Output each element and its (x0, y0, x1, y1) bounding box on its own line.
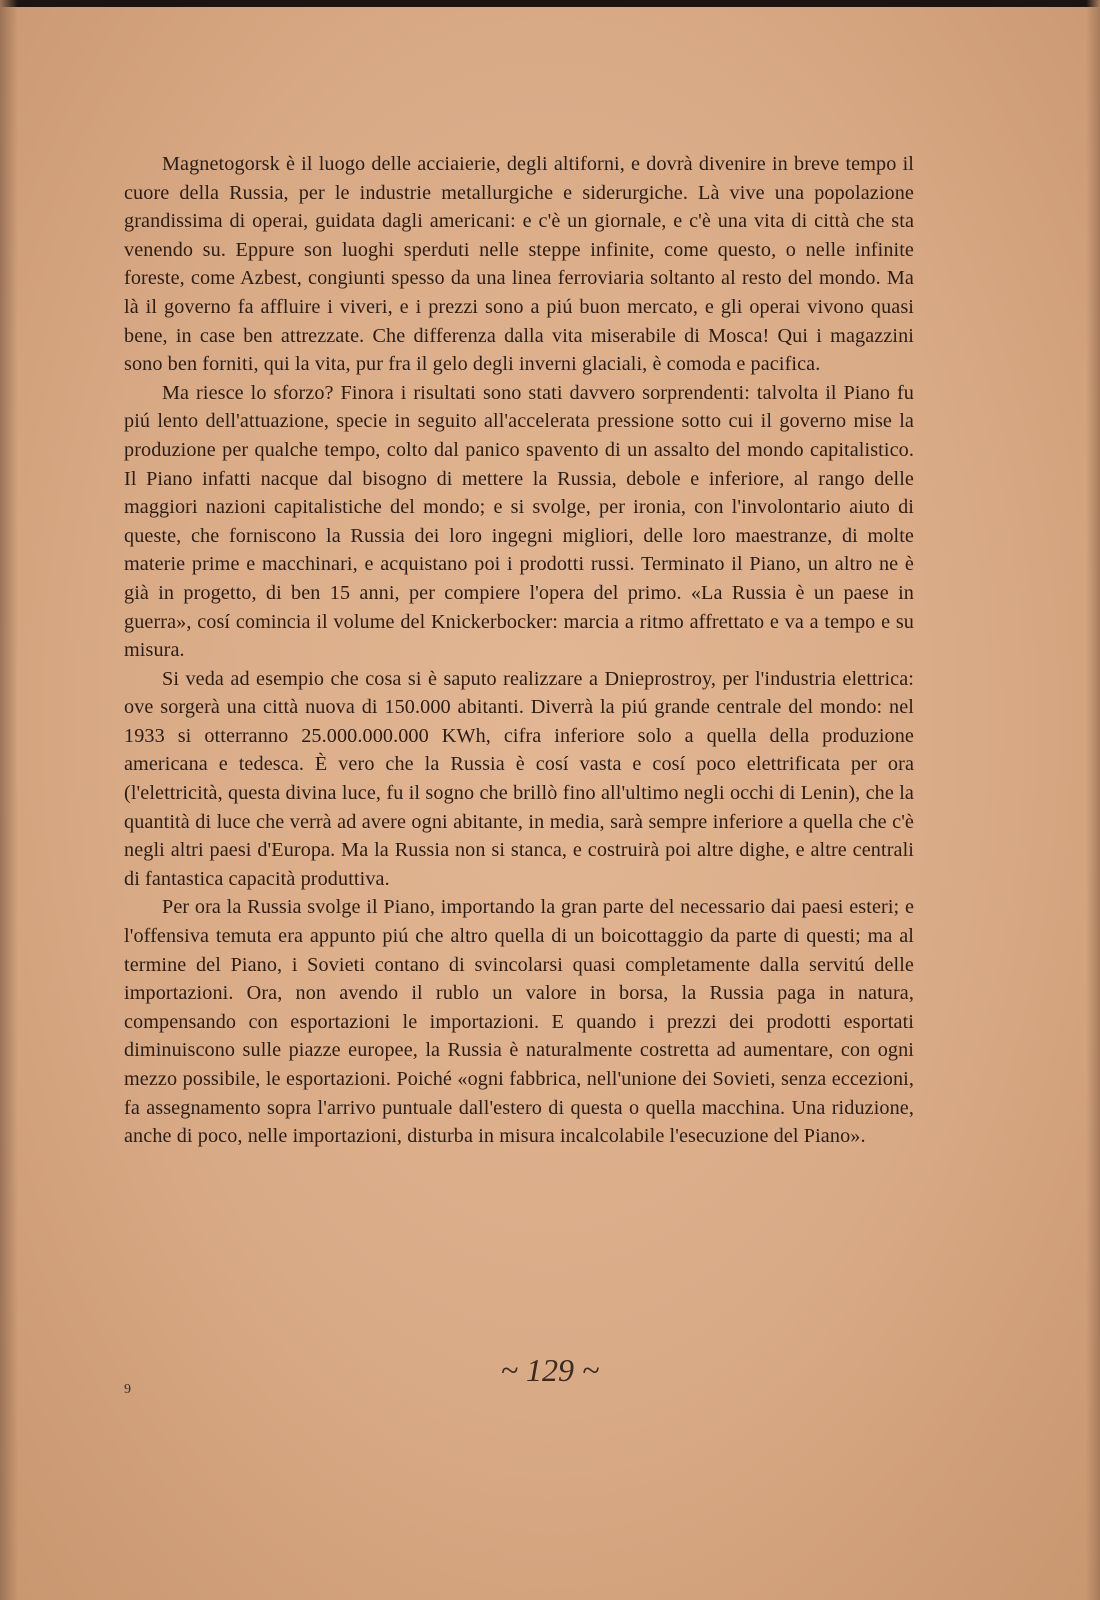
paragraph-4: Per ora la Russia svolge il Piano, importando la gran parte del necessario dai paesi esteri; e l'offensiva temuta era appunto piú che altro quella di un boicottaggio da parte di questi; ma al termine del Piano, i Sovieti contano di svincolarsi quasi completamente dalla servitú delle importazioni. Ora, non avendo il rublo un valore in borsa, la Russia paga in natura, compensando con esportazioni le importazioni. E quando i prezzi dei prodotti esportati diminuiscono sulle piazze europee, la Russia è naturalmente costretta ad aumentare, con ogni mezzo possibile, le esportazioni. Poiché «ogni fabbrica, nell'unione dei Sovieti, senza eccezioni, fa assegnamento sopra l'arrivo puntuale dall'estero di questa o quella macchina. Una riduzione, anche di poco, nelle importazioni, disturba in misura incalcolabile l'esecuzione del Piano». (124, 896, 914, 1148)
paragraph-2: Ma riesce lo sforzo? Finora i risultati sono stati davvero sorprendenti: talvolta il Piano fu piú lento dell'attuazione, specie in seguito all'accelerata pressione sotto cui il governo mise la produzione per qualche tempo, colto dal panico spavento di un assalto del mondo capitalistico. Il Piano infatti nacque dal bisogno di mettere la Russia, debole e inferiore, al rango delle maggiori nazioni capitalistiche del mondo; e si svolge, per ironia, con l'involontario aiuto di queste, che forniscono la Russia dei loro ingegni migliori, delle loro maestranze, di molte materie prime e macchinari, e acquistano poi i prodotti russi. Terminato il Piano, un altro ne è già in progetto, di ben 15 anni, per compiere l'opera del primo. «La Russia è un paese in guerra», cosí comincia il volume del Knickerbocker: marcia a ritmo affrettato e va a tempo e su misura. (124, 381, 914, 662)
body-text (124, 150, 914, 1151)
signature-mark: 9 (124, 1382, 131, 1397)
page-top-edge (0, 0, 1100, 7)
paragraph-1: Magnetogorsk è il luogo delle acciaierie, degli altiforni, e dovrà divenire in breve tempo il cuore della Russia, per le industrie metallurgiche e siderurgiche. Là vive una popolazione grandissima di operai, guidata dagli americani: e c'è un giornale, e c'è una vita di città che sta venendo su. Eppure son luoghi sperduti nelle steppe infinite, come questo, o nelle infinite foreste, come Azbest, congiunti spesso da una linea ferroviaria soltanto al resto del mondo. Ma là il governo fa affluire i viveri, e i prezzi sono a piú buon mercato, e gli operai vivono quasi bene, in case ben attrezzate. Che differenza dalla vita miserabile di Mosca! Qui i magazzini sono ben forniti, qui la vita, pur fra il gelo degli inverni glaciali, è comoda e pacifica. (124, 153, 914, 376)
page-number: ~ 129 ~ (500, 1352, 600, 1388)
paragraph-3: Si veda ad esempio che cosa si è saputo realizzare a Dnieprostroy, per l'industria elettrica: ove sorgerà una città nuova di 150.000 abitanti. Diverrà la piú grande centrale del mondo: nel 1933 si otterranno 25.000.000.000 KWh, cifra inferiore solo a quella della produzione americana e tedesca. È vero che la Russia è cosí vasta e cosí poco elettrificata per ora (l'elettricità, questa divina luce, fu il sogno che brillò fino all'ultimo negli occhi di Lenin), che la quantità di luce che verrà ad avere ogni abitante, in media, sarà sempre inferiore a quella che c'è negli altri paesi d'Europa. Ma la Russia non si stanca, e costruirà poi altre dighe, e altre centrali di fantastica capacità produttiva. (124, 667, 914, 890)
